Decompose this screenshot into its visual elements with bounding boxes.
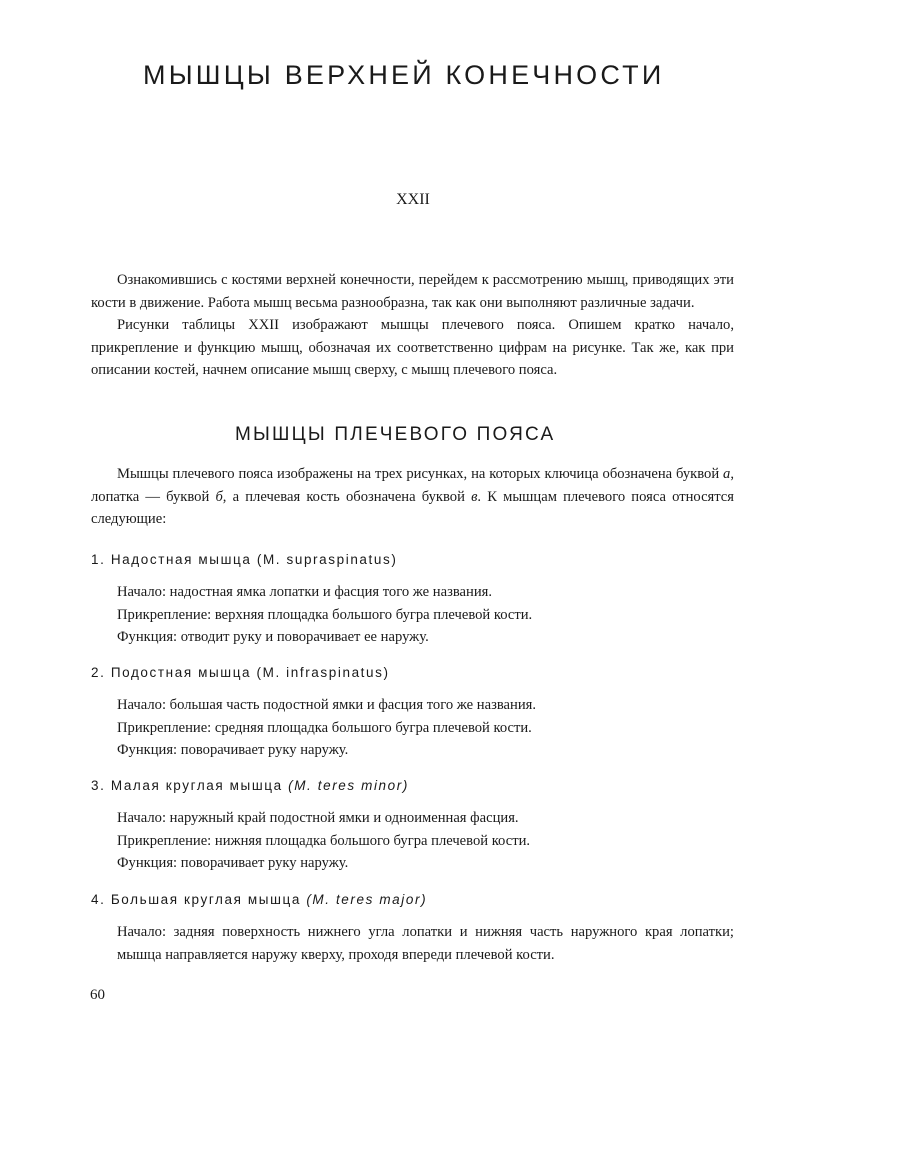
muscle-number: 1. bbox=[91, 552, 106, 567]
muscle-entry-4 bbox=[91, 892, 734, 966]
muscle-latin: (M. teres major) bbox=[306, 892, 428, 907]
intro-text bbox=[91, 269, 734, 382]
letter-v: в bbox=[471, 488, 478, 505]
table-number: XXII bbox=[396, 191, 430, 208]
muscle-insertion: Прикрепление: верхняя площадка большого бугра плечевой кости. bbox=[117, 606, 533, 623]
muscle-entry-1 bbox=[91, 552, 734, 649]
muscle-description bbox=[117, 807, 734, 875]
muscle-number: 3. bbox=[91, 778, 106, 793]
muscle-heading bbox=[91, 892, 734, 907]
muscle-heading bbox=[91, 665, 734, 680]
muscle-description bbox=[117, 694, 734, 762]
muscle-number: 4. bbox=[91, 892, 106, 907]
muscle-heading bbox=[91, 552, 734, 567]
muscle-origin: Начало: наружный край подостной ямки и одноименная фасция. bbox=[117, 810, 519, 826]
muscle-description bbox=[117, 921, 734, 966]
muscle-latin: (M. infraspinatus) bbox=[256, 665, 390, 680]
letter-b: б bbox=[215, 488, 223, 505]
letter-a: а bbox=[723, 466, 731, 482]
section-intro-part-2: , лопатка — буквой bbox=[91, 466, 734, 505]
muscle-number: 2. bbox=[91, 665, 106, 680]
muscle-function: Функция: отводит руку и поворачивает ее наружу. bbox=[117, 629, 429, 645]
muscle-description bbox=[117, 581, 734, 649]
muscle-function: Функция: поворачивает руку наружу. bbox=[117, 742, 349, 758]
page-number: 60 bbox=[90, 987, 105, 1003]
muscle-name: Надостная мышца bbox=[110, 552, 252, 567]
muscle-name: Малая круглая мышца bbox=[110, 778, 283, 793]
section-intro bbox=[91, 463, 734, 531]
muscle-entry-2 bbox=[91, 665, 734, 762]
muscle-origin: Начало: задняя поверхность нижнего угла лопатки и нижняя часть наружного края лопатки; мышца направляется наружу кверху, проходя впереди плечевой кости. bbox=[117, 924, 734, 963]
muscle-insertion: Прикрепление: нижняя площадка большого бугра плечевой кости. bbox=[117, 832, 531, 849]
page-title: МЫШЦЫ ВЕРХНЕЙ КОНЕЧНОСТИ bbox=[143, 60, 665, 90]
muscle-latin: (M. supraspinatus) bbox=[256, 552, 398, 567]
muscle-heading bbox=[91, 778, 734, 793]
muscle-function: Функция: поворачивает руку наружу. bbox=[117, 855, 349, 871]
muscle-latin: (M. teres minor) bbox=[288, 778, 409, 793]
muscle-origin: Начало: надостная ямка лопатки и фасция того же названия. bbox=[117, 584, 493, 600]
muscle-insertion: Прикрепление: средняя площадка большого бугра плечевой кости. bbox=[117, 719, 532, 736]
section-intro-part-4: . К мышцам плечевого пояса относятся следующие: bbox=[91, 488, 735, 527]
section-intro-part-1: Мышцы плечевого пояса изображены на трех рисунках, на которых ключица обозначена буквой bbox=[117, 466, 724, 482]
muscle-name: Подостная мышца bbox=[110, 665, 252, 680]
muscle-name: Большая круглая мышца bbox=[110, 892, 301, 907]
intro-paragraph-2: Рисунки таблицы XXII изображают мышцы плечевого пояса. Опишем кратко начало, прикрепление и функцию мышц, обозначая их соответственно цифрам на рисунке. Так же, как при описании костей, начнем описание мышц сверху, с мышц плечевого пояса. bbox=[91, 317, 734, 378]
section-title: МЫШЦЫ ПЛЕЧЕВОГО ПОЯСА bbox=[235, 424, 556, 445]
intro-paragraph-1: Ознакомившись с костями верхней конечности, перейдем к рассмотрению мышц, приводящих эти кости в движение. Работа мышц весьма разнообразна, так как они выполняют различные задачи. bbox=[91, 272, 734, 311]
muscle-entry-3 bbox=[91, 778, 734, 875]
muscle-origin: Начало: большая часть подостной ямки и фасция того же названия. bbox=[117, 697, 536, 713]
section-intro-part-3: , а плечевая кость обозначена буквой bbox=[222, 488, 472, 505]
